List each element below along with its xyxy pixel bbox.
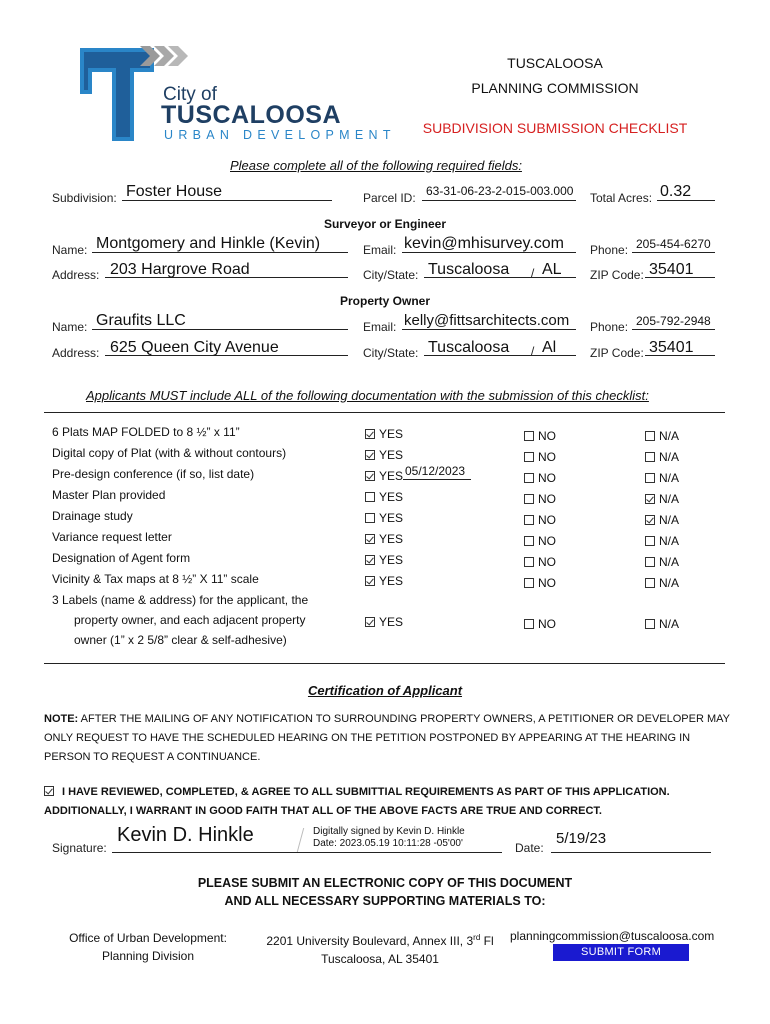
instruction-text: Please complete all of the following required fields: xyxy=(230,158,522,173)
digital-signature-line1: Digitally signed by Kevin D. Hinkle xyxy=(313,826,465,837)
date-label: Date: xyxy=(515,841,544,855)
signature-label: Signature: xyxy=(52,841,107,855)
checkbox-no[interactable] xyxy=(524,578,534,588)
checkbox-yes-label: YES xyxy=(379,553,404,567)
checkbox-no-label: NO xyxy=(538,450,556,464)
checklist-option-na xyxy=(645,429,679,443)
date-value: 5/19/23 xyxy=(556,830,607,847)
checkbox-no[interactable] xyxy=(524,431,534,441)
checklist-item-label: Master Plan provided xyxy=(52,488,166,502)
checkbox-na-label: N/A xyxy=(659,492,680,506)
owner-name-label: Name: xyxy=(52,320,88,334)
acres-label: Total Acres: xyxy=(590,191,653,205)
surveyor-city-value: Tuscaloosa xyxy=(428,261,510,278)
checklist-item-label: 3 Labels (name & address) for the applicant, the xyxy=(52,593,309,607)
surveyor-name-label: Name: xyxy=(52,243,88,257)
checkbox-no[interactable] xyxy=(524,619,534,629)
office-line1: Office of Urban Development: xyxy=(69,931,227,945)
checklist-option-yes xyxy=(365,511,403,525)
owner-address-value: 625 Queen City Avenue xyxy=(110,339,279,356)
checklist-option-no xyxy=(524,429,556,443)
office-line2: Planning Division xyxy=(101,949,195,963)
surveyor-zip-value: 35401 xyxy=(649,261,694,278)
owner-state-value: Al xyxy=(542,339,557,356)
checkbox-na[interactable] xyxy=(645,557,655,567)
checklist-item-label: owner (1” x 2 5/8” clear & self-adhesive) xyxy=(74,633,287,647)
checkbox-no-label: NO xyxy=(538,429,556,443)
checkbox-yes-label: YES xyxy=(379,615,404,629)
checkbox-no-label: NO xyxy=(538,555,556,569)
checkbox-na[interactable] xyxy=(645,431,655,441)
checklist-option-yes xyxy=(365,532,403,546)
checklist-option-yes xyxy=(365,448,403,462)
checkbox-na[interactable] xyxy=(645,494,655,504)
surveyor-city-slash: / xyxy=(531,266,535,280)
checkbox-no-label: NO xyxy=(538,617,556,631)
address-sup: rd xyxy=(473,933,481,942)
checkbox-yes[interactable] xyxy=(365,450,375,460)
note-text: AFTER THE MAILING OF ANY NOTIFICATION TO SURROUNDING PROPERTY OWNERS, A PETITIONER OR DEVELOPER MAY ONLY REQUEST TO HAVE THE SCHEDULED HEARING ON THE PETITION POSTPONED BY APPEARING AT THE HEARING IN PERSON TO REQUEST A CONTINUANCE. xyxy=(44,713,730,763)
checkbox-no-label: NO xyxy=(538,471,556,485)
note-label: NOTE: xyxy=(44,713,79,725)
checkbox-yes[interactable] xyxy=(365,492,375,502)
office-block xyxy=(52,929,244,965)
checklist-item-label: Variance request letter xyxy=(52,530,172,544)
logo-city-text: City of xyxy=(163,84,217,105)
logo-sub-text: URBAN DEVELOPMENT xyxy=(164,128,396,142)
checklist-option-na xyxy=(645,513,679,527)
header-line1: TUSCALOOSA xyxy=(507,55,603,71)
checkbox-na-label: N/A xyxy=(659,576,680,590)
checkbox-yes-label: YES xyxy=(379,574,404,588)
checklist-option-yes xyxy=(365,490,403,504)
checklist-option-no xyxy=(524,513,556,527)
submit-line1: PLEASE SUBMIT AN ELECTRONIC COPY OF THIS DOCUMENT xyxy=(197,876,573,890)
checklist-option-yes xyxy=(365,615,403,629)
certification-heading: Certification of Applicant xyxy=(307,683,463,698)
parcel-value: 63-31-06-23-2-015-003.000 xyxy=(426,184,574,198)
surveyor-state-value: AL xyxy=(542,261,562,278)
checkbox-na-label: N/A xyxy=(659,555,680,569)
checkbox-no[interactable] xyxy=(524,494,534,504)
mailing-address-line2: Tuscaloosa, AL 35401 xyxy=(321,952,439,966)
checkbox-na-label: N/A xyxy=(659,534,680,548)
checklist-option-yes xyxy=(365,427,403,441)
checklist-option-na xyxy=(645,555,679,569)
checkbox-yes[interactable] xyxy=(365,429,375,439)
checklist-item-label: Designation of Agent form xyxy=(52,551,191,565)
form-title: SUBDIVISION SUBMISSION CHECKLIST xyxy=(422,120,688,136)
submit-form-button[interactable]: SUBMIT FORM xyxy=(553,944,689,961)
checklist-option-na xyxy=(645,471,679,485)
acres-value: 0.32 xyxy=(660,183,692,200)
surveyor-name-value: Montgomery and Hinkle (Kevin) xyxy=(96,235,321,252)
submission-email[interactable]: planningcommission@tuscaloosa.com xyxy=(510,929,715,943)
checklist-option-na xyxy=(645,576,679,590)
surveyor-phone-value: 205-454-6270 xyxy=(636,237,711,251)
checkbox-yes-label: YES xyxy=(379,427,404,441)
owner-phone-label: Phone: xyxy=(590,320,629,334)
checklist-item-label: Pre-design conference (if so, list date) xyxy=(52,467,255,481)
checkbox-na-label: N/A xyxy=(659,513,680,527)
checklist-option-no xyxy=(524,534,556,548)
owner-address-label: Address: xyxy=(52,346,100,360)
checkbox-na-label: N/A xyxy=(659,617,680,631)
owner-citystate-label: City/State: xyxy=(363,346,419,360)
checkbox-yes-label: YES xyxy=(379,469,404,483)
mailing-address-line1 xyxy=(252,929,508,950)
address-line1-post: Fl xyxy=(480,934,494,948)
checklist-option-no xyxy=(524,450,556,464)
checkbox-yes-label: YES xyxy=(379,511,404,525)
checkbox-na[interactable] xyxy=(645,452,655,462)
checklist-item-label: Vicinity & Tax maps at 8 ½” X 11” scale xyxy=(52,572,259,586)
subdivision-value: Foster House xyxy=(126,183,223,200)
surveyor-citystate-label: City/State: xyxy=(363,268,419,282)
surveyor-address-label: Address: xyxy=(52,268,100,282)
surveyor-address-value: 203 Hargrove Road xyxy=(110,261,250,278)
checkbox-na[interactable] xyxy=(645,515,655,525)
checkbox-no-label: NO xyxy=(538,513,556,527)
checkbox-yes[interactable] xyxy=(365,471,375,481)
checkbox-no-label: NO xyxy=(538,492,556,506)
parcel-label: Parcel ID: xyxy=(363,191,416,205)
surveyor-phone-label: Phone: xyxy=(590,243,629,257)
checklist-item-label: 6 Plats MAP FOLDED to 8 ½” x 11” xyxy=(52,425,240,439)
checkbox-yes-label: YES xyxy=(379,532,404,546)
checkbox-na[interactable] xyxy=(645,578,655,588)
checkbox-na-label: N/A xyxy=(659,450,680,464)
divider-top xyxy=(44,412,725,413)
owner-zip-value: 35401 xyxy=(649,339,694,356)
checkbox-na-label: N/A xyxy=(659,429,680,443)
checklist-item-label: Drainage study xyxy=(52,509,133,523)
address-line1-text: 2201 University Boulevard, Annex III, 3 xyxy=(266,934,474,948)
checkbox-yes[interactable] xyxy=(365,576,375,586)
checklist-option-no xyxy=(524,555,556,569)
predesign-date-value: 05/12/2023 xyxy=(405,464,466,478)
digital-signature-line2: Date: 2023.05.19 10:11:28 -05'00' xyxy=(313,838,463,849)
checkbox-no-label: NO xyxy=(538,534,556,548)
checklist-option-no xyxy=(524,617,556,631)
owner-city-value: Tuscaloosa xyxy=(428,339,510,356)
checkbox-na[interactable] xyxy=(645,619,655,629)
header-line2: PLANNING COMMISSION xyxy=(471,80,639,96)
checkbox-na-label: N/A xyxy=(659,471,680,485)
checkbox-yes[interactable] xyxy=(365,534,375,544)
submit-line2: AND ALL NECESSARY SUPPORTING MATERIALS TO: xyxy=(224,894,546,908)
checklist-option-no xyxy=(524,492,556,506)
checkbox-no[interactable] xyxy=(524,452,534,462)
agree-checkbox[interactable] xyxy=(44,786,54,796)
owner-name-value: Graufits LLC xyxy=(96,312,186,329)
logo-name-text: TUSCALOOSA xyxy=(161,101,341,129)
checkbox-na[interactable] xyxy=(645,536,655,546)
checklist-option-yes xyxy=(365,574,403,588)
checklist-option-na xyxy=(645,450,679,464)
checkbox-no-label: NO xyxy=(538,576,556,590)
digital-signature-block xyxy=(313,826,465,850)
owner-zip-label: ZIP Code: xyxy=(590,346,644,360)
divider-bottom xyxy=(44,663,725,664)
checklist-option-no xyxy=(524,471,556,485)
mailing-address-block xyxy=(252,929,508,968)
checkbox-na[interactable] xyxy=(645,473,655,483)
owner-email-label: Email: xyxy=(363,320,397,334)
surveyor-email-value: kevin@mhisurvey.com xyxy=(404,235,564,252)
subdivision-label: Subdivision: xyxy=(52,191,117,205)
checklist-option-yes xyxy=(365,553,403,567)
agree-text: I HAVE REVIEWED, COMPLETED, & AGREE TO ALL SUBMITTIAL REQUIREMENTS AS PART OF THIS APPLICATION. ADDITIONALLY, I WARRANT IN GOOD FAITH THAT ALL OF THE ABOVE FACTS ARE TRUE AND CORRECT. xyxy=(44,786,670,817)
checkbox-no[interactable] xyxy=(524,536,534,546)
checklist-option-na xyxy=(645,492,679,506)
checkbox-yes-label: YES xyxy=(379,448,404,462)
checkbox-yes[interactable] xyxy=(365,513,375,523)
signature-value: Kevin D. Hinkle xyxy=(117,824,254,846)
checklist-option-no xyxy=(524,576,556,590)
owner-email-value: kelly@fittsarchitects.com xyxy=(404,312,570,329)
owner-heading: Property Owner xyxy=(339,294,431,308)
doc-heading: Applicants MUST include ALL of the following documentation with the submission of this checklist: xyxy=(86,388,649,403)
logo-t-shape-inner xyxy=(84,52,150,137)
surveyor-email-label: Email: xyxy=(363,243,397,257)
checkbox-yes-label: YES xyxy=(379,490,404,504)
surveyor-zip-label: ZIP Code: xyxy=(590,268,644,282)
note-paragraph xyxy=(44,710,734,767)
checkbox-no[interactable] xyxy=(524,515,534,525)
checklist-option-na xyxy=(645,534,679,548)
owner-city-slash: / xyxy=(531,344,535,358)
surveyor-heading: Surveyor or Engineer xyxy=(323,217,447,231)
checklist-item-label: Digital copy of Plat (with & without contours) xyxy=(52,446,287,460)
checklist-option-na xyxy=(645,617,679,631)
agree-paragraph xyxy=(44,783,734,821)
checklist-option-yes xyxy=(365,469,403,483)
owner-phone-value: 205-792-2948 xyxy=(636,314,711,328)
checkbox-no[interactable] xyxy=(524,557,534,567)
checkbox-no[interactable] xyxy=(524,473,534,483)
checklist-item-label: property owner, and each adjacent property xyxy=(74,613,306,627)
checkbox-yes[interactable] xyxy=(365,617,375,627)
checkbox-yes[interactable] xyxy=(365,555,375,565)
